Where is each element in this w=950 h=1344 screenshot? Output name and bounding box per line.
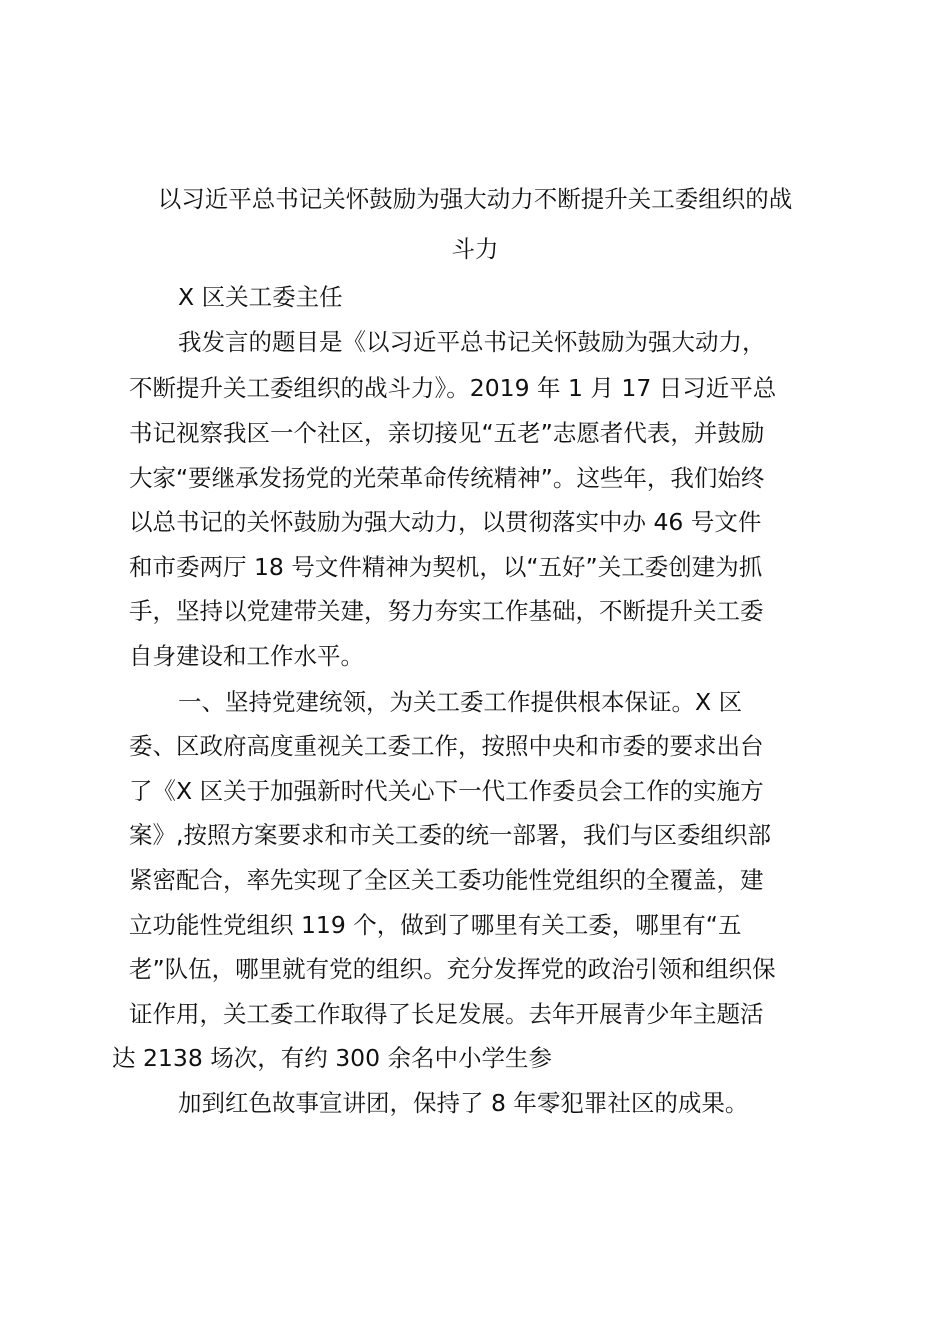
paragraph-2-line-7: 老”队伍，哪里就有党的组织。充分发挥党的政治引领和组织保 [129,955,776,983]
paragraph-1-line-1: 我发言的题目是《以习近平总书记关怀鼓励为强大动力， [178,328,766,356]
paragraph-1-line-2: 不断提升关工委组织的战斗力》。2019 年 1 月 17 日习近平总 [129,374,777,402]
paragraph-2-line-6: 立功能性党组织 119 个，做到了哪里有关工委，哪里有“五 [129,911,742,939]
paragraph-2-line-8: 证作用，关工委工作取得了长足发展。去年开展青少年主题活 [129,1000,764,1028]
paragraph-2-line-4: 案》,按照方案要求和市关工委的统一部署，我们与区委组织部 [129,821,771,849]
paragraph-1-line-8: 自身建设和工作水平。 [129,642,364,670]
paragraph-3-line-1: 加到红色故事宣讲团，保持了 8 年零犯罪社区的成果。 [178,1089,749,1117]
paragraph-1-line-7: 手，坚持以党建带关建，努力夯实工作基础，不断提升关工委 [129,597,764,625]
document-title-line-2: 斗力 [451,235,499,263]
paragraph-2-line-2: 委、区政府高度重视关工委工作，按照中央和市委的要求出台 [129,732,764,760]
paragraph-1-line-5: 以总书记的关怀鼓励为强大动力，以贯彻落实中办 46 号文件 [129,508,762,536]
paragraph-2-line-9: 达 2138 场次，有约 300 余名中小学生参 [112,1044,553,1072]
paragraph-2-line-1: 一、坚持党建统领，为关工委工作提供根本保证。X 区 [178,688,743,716]
paragraph-1-line-4: 大家“要继承发扬党的光荣革命传统精神”。这些年，我们始终 [129,464,765,492]
paragraph-2-line-5: 紧密配合，率先实现了全区关工委功能性党组织的全覆盖，建 [129,866,764,894]
author-line: X 区关工委主任 [178,283,343,311]
paragraph-2-line-3: 了《X 区关于加强新时代关心下一代工作委员会工作的实施方 [129,777,764,805]
paragraph-1-line-3: 书记视察我区一个社区，亲切接见“五老”志愿者代表，并鼓励 [129,419,765,447]
paragraph-1-line-6: 和市委两厅 18 号文件精神为契机，以“五好”关工委创建为抓 [129,553,763,581]
document-title-line-1: 以习近平总书记关怀鼓励为强大动力不断提升关工委组织的战 [157,185,793,213]
